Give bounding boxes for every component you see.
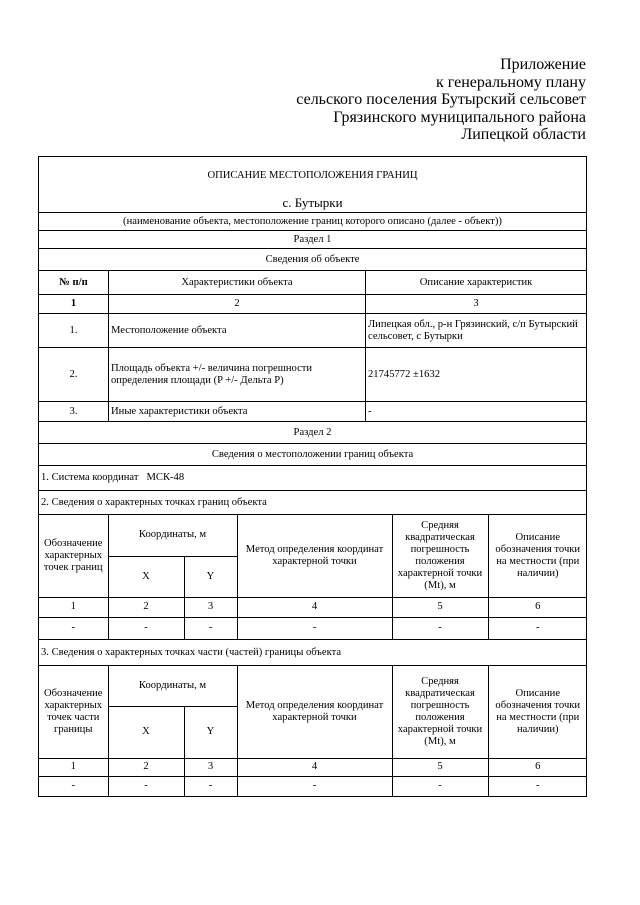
table-row: [39, 402, 587, 422]
table-cell: -: [237, 776, 392, 796]
parts-header-y: Y: [184, 706, 237, 758]
row-value: -: [366, 402, 587, 422]
section2-title: Раздел 2: [39, 422, 587, 444]
table-cell: -: [488, 776, 587, 796]
table-cell: -: [488, 617, 587, 639]
column-number: 4: [237, 597, 392, 617]
table-cell: -: [39, 776, 108, 796]
points-header-designation: Обозначение характерных точек границ: [39, 515, 108, 597]
column-number: 3: [184, 758, 237, 776]
parts-table-cell: [39, 666, 587, 797]
column-number: 1: [39, 295, 109, 314]
appendix-header: [296, 56, 586, 144]
parts-header-designation: Обозначение характерных точек части границы: [39, 666, 108, 758]
header-line: Грязинского муниципального района: [333, 108, 586, 126]
row-value: 21745772 ±1632: [366, 348, 587, 402]
document-title: ОПИСАНИЕ МЕСТОПОЛОЖЕНИЯ ГРАНИЦ: [39, 157, 587, 195]
table-cell: -: [184, 776, 237, 796]
table-row: [39, 348, 587, 402]
points-header-method: Метод определения координат характерной точки: [237, 515, 392, 597]
parts-header-error: Средняя квадратическая погрешность положения характерной точки (Mt), м: [392, 666, 488, 758]
points-header-description: Описание обозначения точки на местности (при наличии): [488, 515, 587, 597]
row-number: 1.: [39, 314, 109, 348]
column-number: 5: [392, 597, 488, 617]
coordinate-system-value: МСК-48: [146, 472, 185, 483]
column-number: 3: [184, 597, 237, 617]
column-number: 4: [237, 758, 392, 776]
column-number: 5: [392, 758, 488, 776]
table-cell: -: [108, 617, 184, 639]
row-characteristic: Иные характеристики объекта: [109, 402, 366, 422]
header-line: к генеральному плану: [435, 73, 586, 91]
column-number: 2: [108, 597, 184, 617]
object-note: (наименование объекта, местоположение границ которого описано (далее - объект)): [39, 213, 587, 231]
table-row: [39, 314, 587, 348]
header-line: Приложение: [500, 56, 586, 73]
section1-subtitle: Сведения об объекте: [39, 249, 587, 271]
table-cell: -: [39, 617, 108, 639]
header-number: № п/п: [39, 271, 109, 295]
object-name: с. Бутырки: [39, 195, 587, 213]
points-table: [39, 515, 587, 639]
table-cell: -: [392, 776, 488, 796]
row-value: Липецкая обл., р-н Грязинский, с/п Бутырский сельсовет, с Бутырки: [366, 314, 587, 348]
boundary-description-form: [38, 156, 586, 797]
table-row: [39, 776, 587, 796]
coordinate-system-label: 1. Система координат: [41, 472, 139, 483]
row-characteristic: Местоположение объекта: [109, 314, 366, 348]
points-header-y: Y: [184, 556, 237, 597]
row-number: 2.: [39, 348, 109, 402]
column-number: 6: [488, 758, 587, 776]
header-line: Липецкой области: [461, 126, 586, 144]
table-cell: -: [108, 776, 184, 796]
points-header-coords: Координаты, м: [108, 515, 237, 556]
column-number: 2: [109, 295, 366, 314]
parts-header-x: X: [108, 706, 184, 758]
section2-subtitle: Сведения о местоположении границ объекта: [39, 444, 587, 466]
points-section-title: 2. Сведения о характерных точках границ объекта: [39, 491, 587, 515]
points-header-error: Средняя квадратическая погрешность положения характерной точки (Mt), м: [392, 515, 488, 597]
column-number: 3: [366, 295, 587, 314]
parts-header-method: Метод определения координат характерной точки: [237, 666, 392, 758]
header-line: сельского поселения Бутырский сельсовет: [296, 91, 586, 109]
table-cell: -: [392, 617, 488, 639]
table-cell: -: [237, 617, 392, 639]
section1-title: Раздел 1: [39, 231, 587, 249]
table-cell: -: [184, 617, 237, 639]
points-table-cell: [39, 515, 587, 640]
row-characteristic: Площадь объекта +/- величина погрешности определения площади (P +/- Дельта P): [109, 348, 366, 402]
points-header-x: X: [108, 556, 184, 597]
main-table: [38, 156, 587, 797]
header-description: Описание характеристик: [366, 271, 587, 295]
table-row: [39, 617, 587, 639]
column-number: 2: [108, 758, 184, 776]
row-number: 3.: [39, 402, 109, 422]
column-number: 1: [39, 597, 108, 617]
parts-section-title: 3. Сведения о характерных точках части (частей) границы объекта: [39, 640, 587, 666]
header-characteristics: Характеристики объекта: [109, 271, 366, 295]
coordinate-system: [39, 466, 587, 491]
parts-header-coords: Координаты, м: [108, 666, 237, 706]
column-number: 1: [39, 758, 108, 776]
parts-table: [39, 666, 587, 796]
parts-header-description: Описание обозначения точки на местности (при наличии): [488, 666, 587, 758]
column-number: 6: [488, 597, 587, 617]
